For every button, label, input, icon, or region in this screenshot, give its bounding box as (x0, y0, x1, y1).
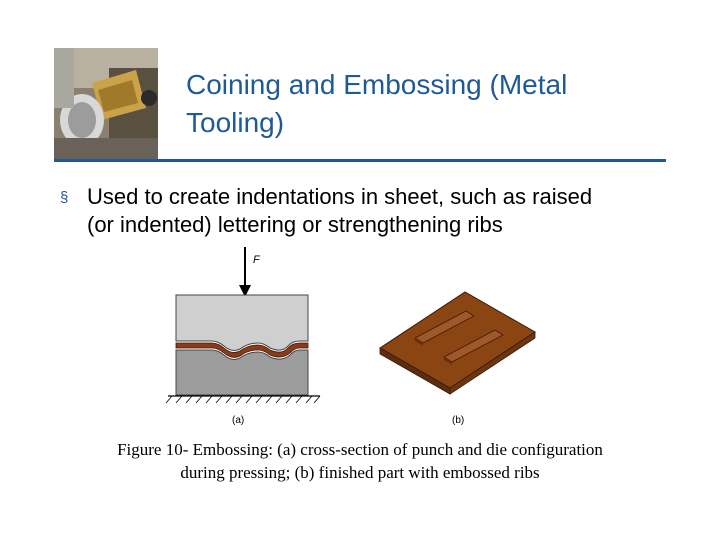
finished-part (380, 292, 535, 388)
bullet-text-line-1: Used to create indentations in sheet, such as raised (87, 184, 593, 209)
label-a: (a) (232, 415, 245, 426)
figure-caption (50, 438, 670, 484)
header-photo (54, 48, 158, 160)
slide-title-line-2: Tooling) (186, 107, 285, 138)
metal-tooling-photo (54, 48, 158, 160)
caption-line-2: during pressing; (b) finished part with embossed ribs (180, 463, 540, 482)
force-label: F (253, 254, 260, 266)
label-b: (b) (452, 415, 465, 426)
punch (176, 295, 308, 350)
bullet-marker: § (60, 189, 69, 206)
caption-line-1: Figure 10‐ Embossing: (a) cross‐section of punch and die configuration (117, 440, 603, 459)
die (176, 350, 308, 395)
title-divider (54, 159, 666, 162)
embossing-diagram (160, 245, 560, 430)
bullet-item (60, 183, 660, 239)
slide-title (186, 66, 686, 142)
slide-title-line-1: Coining and Embossing (Metal (186, 69, 568, 100)
bullet-text-line-2: (or indented) lettering or strengthening ribs (87, 212, 503, 237)
embossing-figure (160, 245, 560, 430)
ground-hatching (166, 396, 320, 403)
